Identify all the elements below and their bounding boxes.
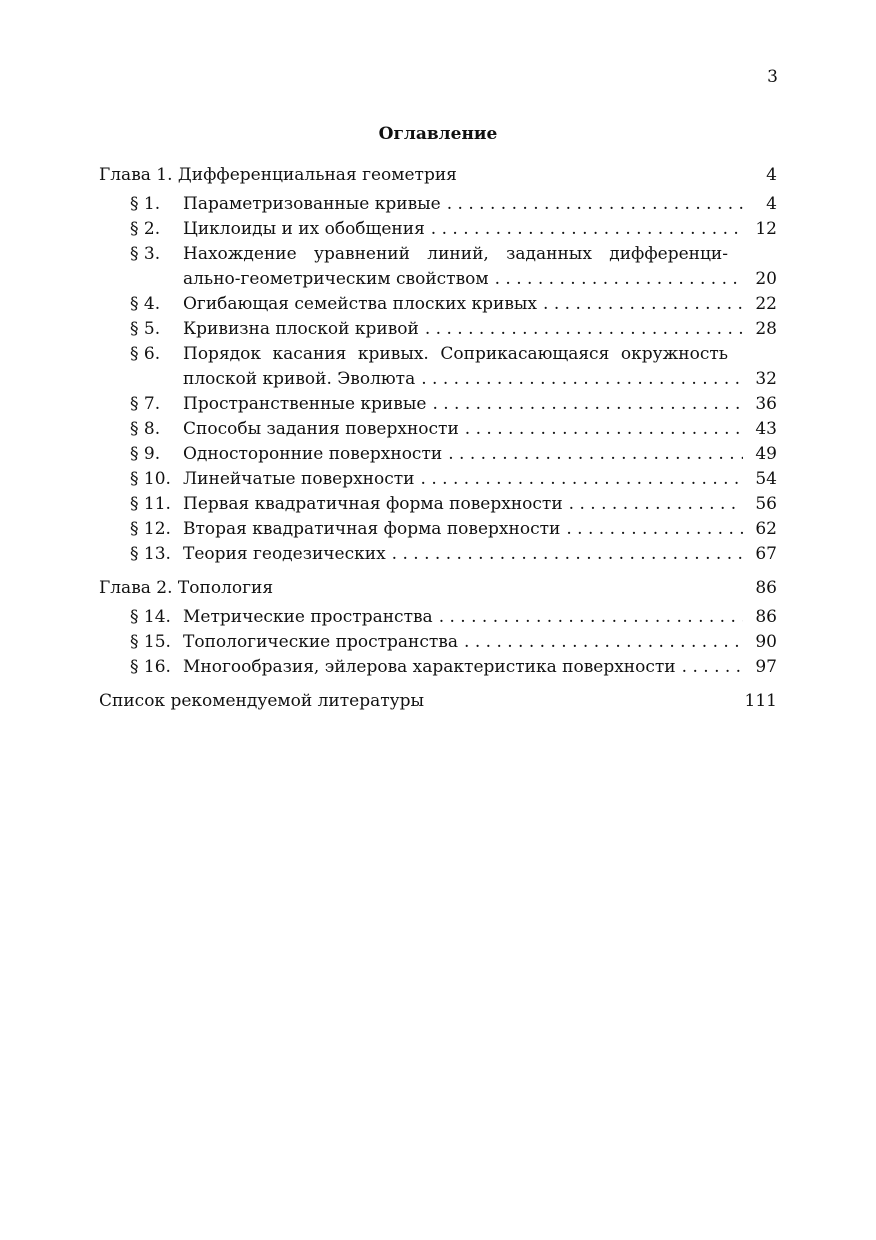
section-body bbox=[183, 392, 777, 417]
section-title-line bbox=[183, 317, 777, 342]
toc-section[interactable] bbox=[99, 630, 777, 655]
section-title: Топологические пространства bbox=[183, 632, 459, 652]
section-number: § 9. bbox=[130, 444, 161, 464]
section-page: 20 bbox=[755, 269, 777, 289]
chapter-title: Глава 2. Топология bbox=[99, 578, 274, 598]
section-title-line: Порядок касания кривых. Соприкасающаяся окружность bbox=[183, 344, 728, 364]
section-body bbox=[183, 217, 777, 242]
section-page: 97 bbox=[755, 657, 777, 677]
section-title-line bbox=[183, 367, 777, 392]
section-body bbox=[183, 605, 777, 630]
leader-dots bbox=[426, 392, 743, 417]
section-title: Параметризованные кривые bbox=[183, 194, 441, 214]
section-number: § 14. bbox=[130, 607, 171, 627]
section-number: § 16. bbox=[130, 657, 171, 677]
section-title-line bbox=[183, 392, 777, 417]
section-body bbox=[183, 417, 777, 442]
leader-dots bbox=[442, 442, 743, 467]
section-title-line bbox=[183, 655, 777, 680]
section-title: Теория геодезических bbox=[183, 544, 386, 564]
chapter-page: 86 bbox=[755, 578, 777, 598]
section-body bbox=[183, 317, 777, 342]
section-body bbox=[183, 192, 777, 217]
section-page: 86 bbox=[755, 607, 777, 627]
table-of-contents bbox=[99, 163, 777, 714]
section-number: § 11. bbox=[130, 494, 171, 514]
section-title-line bbox=[183, 217, 777, 242]
page-number: 3 bbox=[767, 67, 778, 87]
section-body bbox=[183, 292, 777, 317]
leader-dots bbox=[441, 192, 743, 217]
toc-section[interactable] bbox=[99, 292, 777, 317]
section-page: 4 bbox=[766, 194, 777, 214]
section-body bbox=[183, 517, 777, 542]
toc-section[interactable] bbox=[99, 517, 777, 542]
section-page: 22 bbox=[755, 294, 777, 314]
section-title-line bbox=[183, 292, 777, 317]
section-page: 56 bbox=[755, 494, 777, 514]
leader-dots bbox=[415, 367, 743, 392]
section-page: 12 bbox=[755, 219, 777, 239]
section-title-line: Нахождение уравнений линий, заданных дифференци- bbox=[183, 244, 728, 264]
toc-section[interactable] bbox=[99, 542, 777, 567]
toc-section[interactable] bbox=[99, 342, 777, 392]
section-list bbox=[99, 605, 777, 680]
section-title-line bbox=[183, 192, 777, 217]
section-title: Односторонние поверхности bbox=[183, 444, 443, 464]
section-list bbox=[99, 192, 777, 567]
section-title: Первая квадратичная форма поверхности bbox=[183, 494, 563, 514]
toc-chapter[interactable] bbox=[99, 576, 777, 601]
section-page: 62 bbox=[755, 519, 777, 539]
section-body bbox=[183, 542, 777, 567]
toc-section[interactable] bbox=[99, 492, 777, 517]
section-page: 28 bbox=[755, 319, 777, 339]
section-title-line bbox=[183, 442, 777, 467]
section-number: § 2. bbox=[130, 219, 161, 239]
toc-section[interactable] bbox=[99, 467, 777, 492]
toc-section[interactable] bbox=[99, 417, 777, 442]
section-page: 36 bbox=[755, 394, 777, 414]
section-title: ально-геометрическим свойством bbox=[183, 269, 489, 289]
section-title-line bbox=[183, 467, 777, 492]
section-title-line bbox=[183, 630, 777, 655]
section-body bbox=[183, 342, 777, 392]
section-number: § 3. bbox=[130, 244, 161, 264]
section-body bbox=[183, 467, 777, 492]
section-body bbox=[183, 242, 777, 292]
chapter-title: Глава 1. Дифференциальная геометрия bbox=[99, 165, 457, 185]
toc-section[interactable] bbox=[99, 392, 777, 417]
leader-dots bbox=[433, 605, 743, 630]
section-title: Огибающая семейства плоских кривых bbox=[183, 294, 538, 314]
section-number: § 5. bbox=[130, 319, 161, 339]
section-title-line bbox=[183, 605, 777, 630]
leader-dots bbox=[489, 267, 743, 292]
toc-section[interactable] bbox=[99, 217, 777, 242]
section-title: Многообразия, эйлерова характеристика поверхности bbox=[183, 657, 676, 677]
leader-dots bbox=[459, 417, 743, 442]
section-page: 54 bbox=[755, 469, 777, 489]
section-title: Способы задания поверхности bbox=[183, 419, 459, 439]
section-page: 32 bbox=[755, 369, 777, 389]
toc-section[interactable] bbox=[99, 605, 777, 630]
section-number: § 8. bbox=[130, 419, 161, 439]
toc-section[interactable] bbox=[99, 442, 777, 467]
chapter-page: 4 bbox=[766, 165, 777, 185]
section-title: Пространственные кривые bbox=[183, 394, 427, 414]
leader-dots bbox=[537, 292, 743, 317]
section-body bbox=[183, 492, 777, 517]
section-title: Кривизна плоской кривой bbox=[183, 319, 419, 339]
section-title: плоской кривой. Эволюта bbox=[183, 369, 416, 389]
section-number: § 6. bbox=[130, 344, 161, 364]
section-title-line bbox=[183, 492, 777, 517]
section-page: 49 bbox=[755, 444, 777, 464]
section-title-line bbox=[183, 517, 777, 542]
toc-section[interactable] bbox=[99, 192, 777, 217]
section-body bbox=[183, 442, 777, 467]
leader-dots bbox=[560, 517, 743, 542]
section-title-line bbox=[183, 267, 777, 292]
toc-section[interactable] bbox=[99, 655, 777, 680]
section-page: 67 bbox=[755, 544, 777, 564]
bibliography-page: 111 bbox=[744, 691, 777, 711]
section-number: § 15. bbox=[130, 632, 171, 652]
section-number: § 13. bbox=[130, 544, 171, 564]
section-number: § 1. bbox=[130, 194, 161, 214]
section-page: 43 bbox=[755, 419, 777, 439]
section-title: Циклоиды и их обобщения bbox=[183, 219, 425, 239]
toc-section[interactable] bbox=[99, 317, 777, 342]
section-title-line bbox=[183, 417, 777, 442]
leader-dots bbox=[386, 542, 743, 567]
leader-dots bbox=[676, 655, 743, 680]
section-title: Вторая квадратичная форма поверхности bbox=[183, 519, 561, 539]
section-number: § 7. bbox=[130, 394, 161, 414]
bibliography-title: Список рекомендуемой литературы bbox=[99, 691, 425, 711]
toc-title: Оглавление bbox=[378, 124, 498, 144]
section-body bbox=[183, 630, 777, 655]
section-number: § 4. bbox=[130, 294, 161, 314]
section-number: § 12. bbox=[130, 519, 171, 539]
leader-dots bbox=[563, 492, 743, 517]
section-body bbox=[183, 655, 777, 680]
leader-dots bbox=[458, 630, 743, 655]
section-number: § 10. bbox=[130, 469, 171, 489]
toc-chapter[interactable] bbox=[99, 163, 777, 188]
section-title: Метрические пространства bbox=[183, 607, 433, 627]
section-page: 90 bbox=[755, 632, 777, 652]
toc-bibliography[interactable] bbox=[99, 689, 777, 714]
section-title: Линейчатые поверхности bbox=[183, 469, 415, 489]
section-title-line bbox=[183, 542, 777, 567]
leader-dots bbox=[425, 217, 743, 242]
toc-section[interactable] bbox=[99, 242, 777, 292]
leader-dots bbox=[419, 317, 743, 342]
leader-dots bbox=[415, 467, 743, 492]
